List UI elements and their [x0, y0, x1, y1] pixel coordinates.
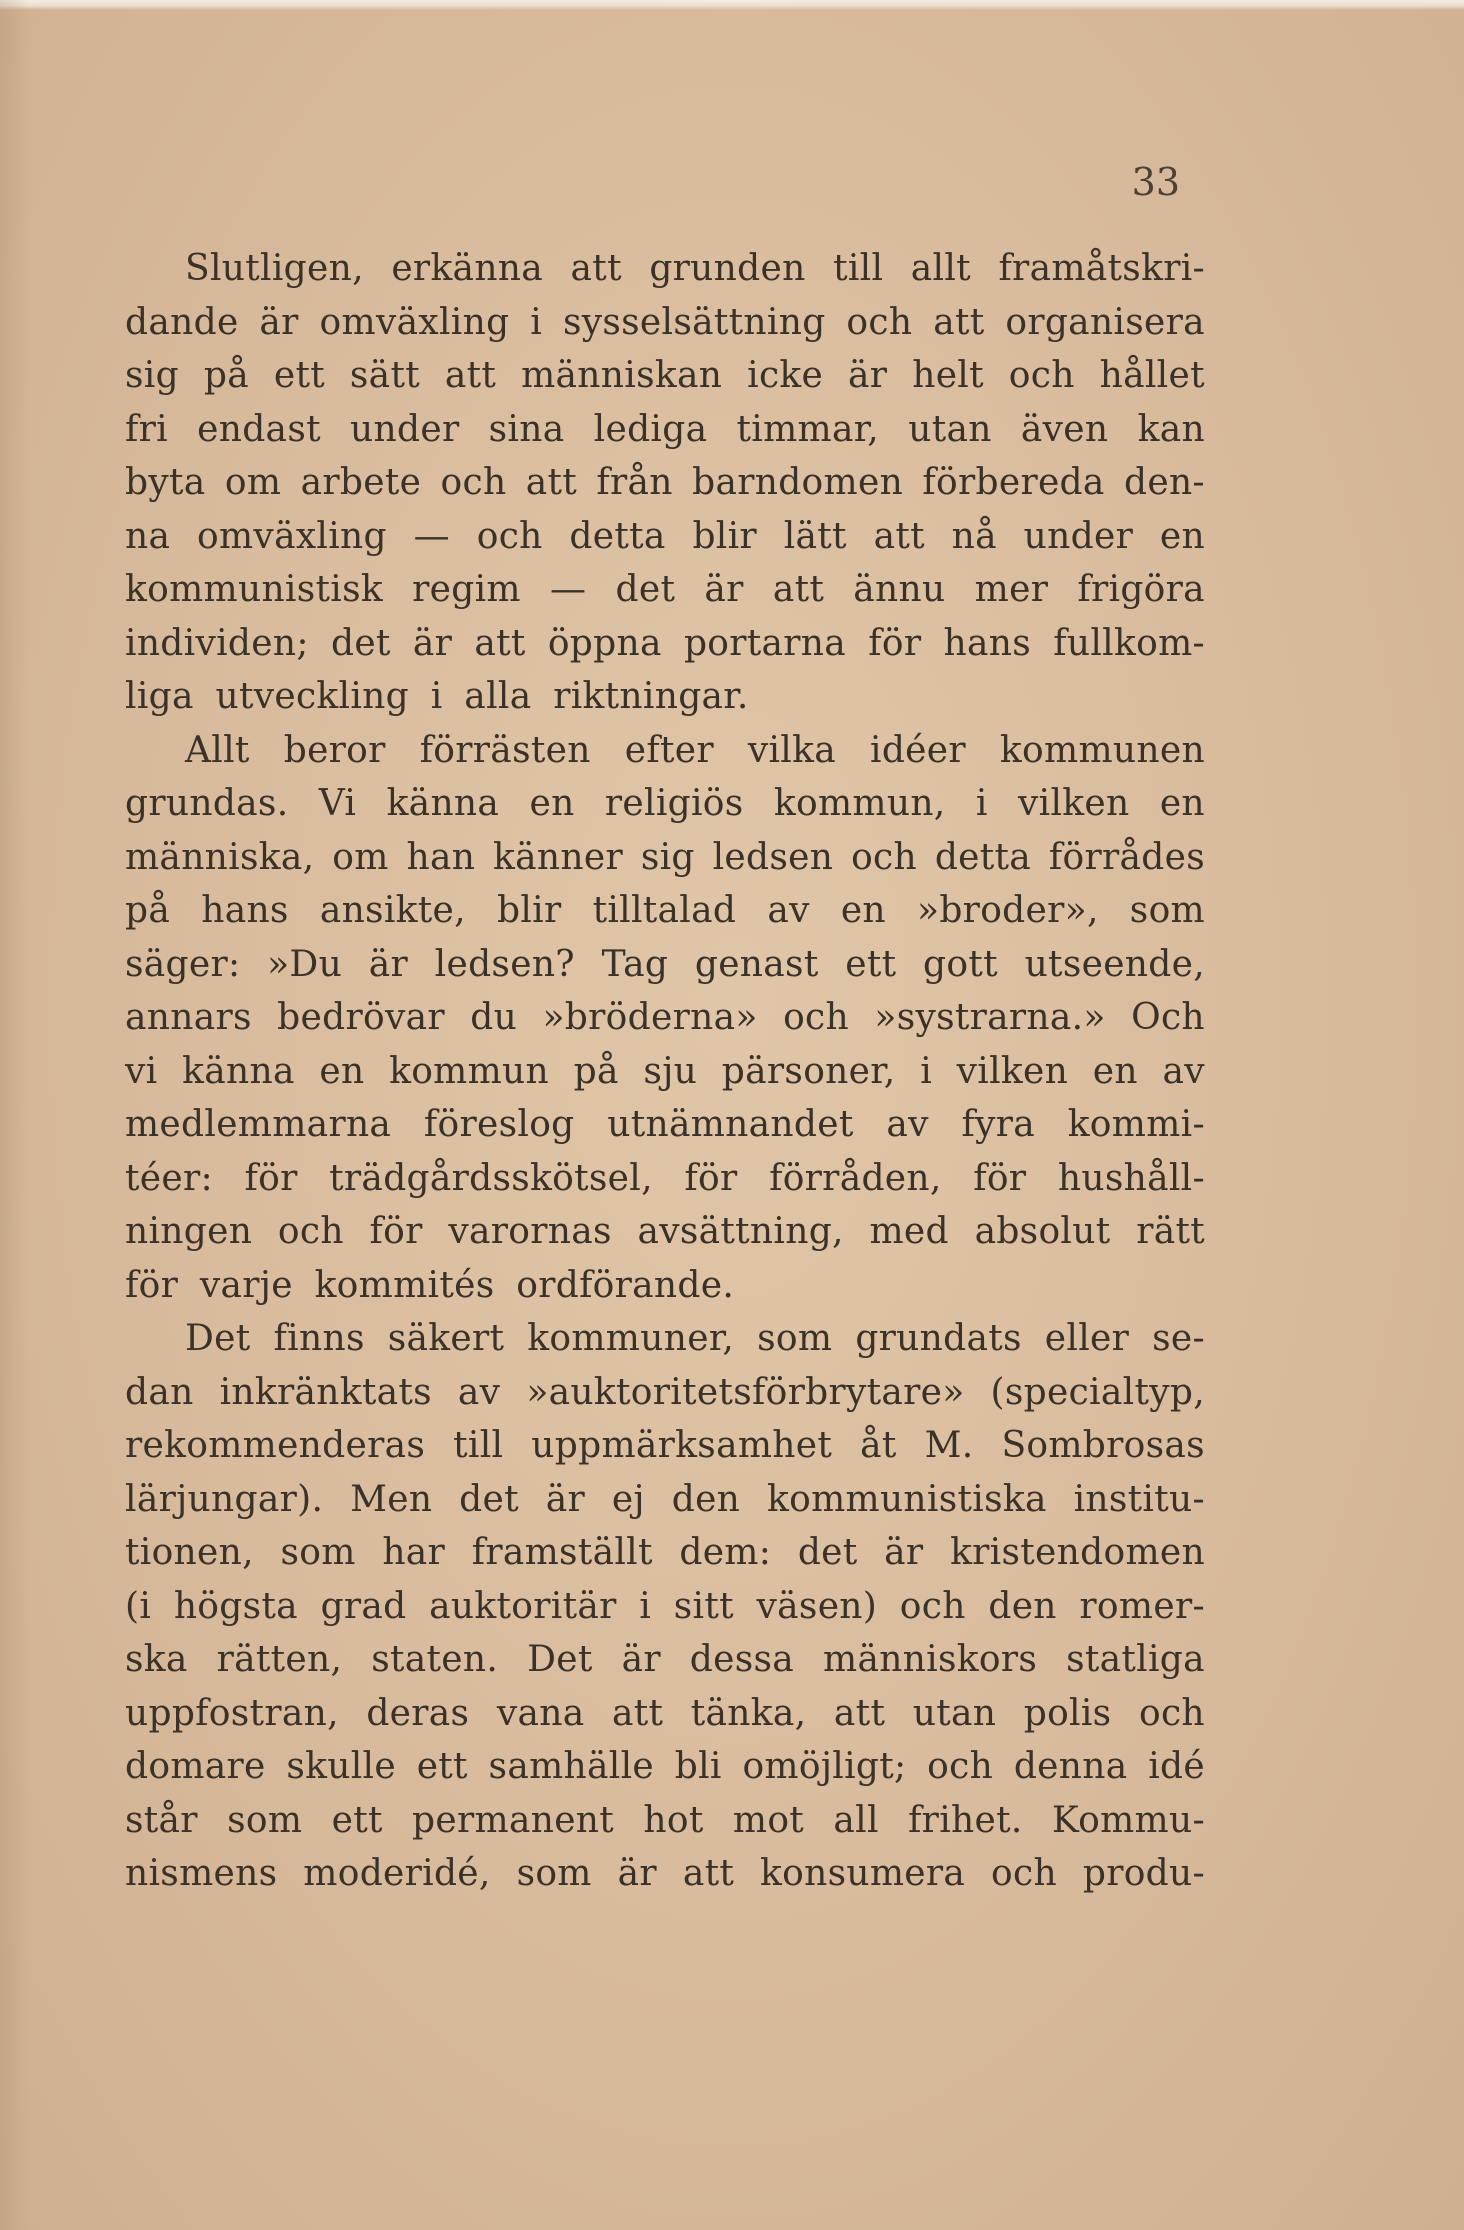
word: av [886, 1104, 929, 1145]
word: samhälle [488, 1746, 655, 1787]
word: är [368, 943, 409, 985]
word: att [833, 1692, 886, 1734]
word: »bröderna» [542, 997, 758, 1038]
word: kan [1137, 408, 1205, 450]
word: och [440, 462, 507, 503]
word: tionen, [125, 1532, 254, 1573]
word: kommunen [999, 729, 1205, 771]
word: föreslog [423, 1104, 575, 1145]
word: är [259, 301, 299, 343]
word: säger: [125, 943, 241, 985]
word: en [1092, 1050, 1138, 1092]
word: nå [951, 515, 997, 557]
word: domare [125, 1746, 266, 1787]
word: att [611, 1692, 664, 1734]
word: dande [125, 301, 239, 343]
word: och [846, 301, 913, 343]
word: Men [350, 1478, 433, 1520]
word: är [848, 355, 888, 396]
word: portarna [683, 622, 847, 664]
word: byta [125, 462, 206, 503]
word: helt [912, 355, 984, 396]
text-line [125, 1312, 1205, 1366]
word: och [991, 1853, 1057, 1894]
word: att [933, 301, 985, 343]
word: all [833, 1799, 879, 1841]
word: om [332, 836, 389, 878]
word: för [369, 1211, 423, 1252]
word: nismens [125, 1853, 278, 1894]
word: blir [496, 890, 562, 931]
word: icke [747, 355, 824, 396]
word: ledsen? [434, 943, 575, 985]
word: auktoritär [429, 1585, 617, 1627]
word: kommi- [1067, 1104, 1205, 1145]
word: na [125, 515, 171, 557]
word: är [545, 1478, 585, 1520]
word: och [1008, 355, 1075, 396]
word: sig [125, 355, 179, 396]
word: lärjungar). [125, 1478, 324, 1520]
word: och [277, 1211, 344, 1252]
word: kommun, [773, 783, 946, 824]
word: tänka, [690, 1692, 807, 1734]
word: individen; [125, 622, 309, 664]
text-line [125, 1473, 1205, 1527]
word: fullkom- [1053, 622, 1205, 664]
word: även [1020, 408, 1109, 450]
word: ett [331, 1799, 383, 1841]
text-line [125, 1098, 1205, 1152]
text-line [125, 510, 1205, 564]
word: »auktoritetsförbrytare» [526, 1371, 965, 1413]
word: är [412, 622, 453, 664]
word: av [1162, 1050, 1205, 1092]
word: utan [912, 1692, 997, 1734]
word: rekommenderas [125, 1425, 426, 1466]
word: förbereda [922, 462, 1105, 503]
word: är [884, 1532, 924, 1573]
word: en [319, 1050, 365, 1092]
text-line [125, 242, 1205, 296]
word: förråden, [769, 1157, 942, 1199]
word: permanent [412, 1799, 615, 1841]
word: förrästen [419, 729, 591, 771]
word: bli [674, 1746, 722, 1787]
word: att [525, 462, 578, 503]
word: hållet [1099, 355, 1205, 396]
text-line [125, 1526, 1205, 1580]
word: endast [197, 408, 321, 450]
word: en [1159, 515, 1205, 557]
word: — [413, 515, 450, 557]
text-line [125, 1419, 1205, 1473]
word: framåtskri- [998, 248, 1205, 289]
word: vilka [747, 729, 836, 771]
word: utan [908, 408, 992, 450]
word: sysselsättning [562, 301, 826, 343]
word: varornas [448, 1211, 612, 1252]
word: dessa [689, 1639, 795, 1680]
word: Vi [318, 783, 357, 824]
word: idé [1148, 1746, 1205, 1787]
word: grundats [855, 1318, 1022, 1359]
page-number: 33 [1131, 160, 1180, 204]
text-line [125, 1633, 1205, 1687]
page-top-edge [0, 0, 1464, 10]
word: lediga [593, 408, 708, 450]
word: att [682, 1853, 735, 1894]
word: grundas. [125, 783, 289, 824]
text-line [125, 1580, 1205, 1634]
text-line [125, 884, 1205, 938]
word: i [639, 1585, 652, 1627]
word: allt [910, 248, 971, 289]
word: fyra [961, 1104, 1035, 1145]
word: medlemmarna [125, 1104, 392, 1145]
text-line: liga utveckling i alla riktningar. [125, 676, 749, 717]
word: i [920, 1050, 933, 1092]
word: i [530, 301, 543, 343]
word: konsumera [760, 1853, 966, 1894]
word: vilken [1018, 783, 1130, 824]
word: gott [923, 943, 998, 985]
text-line [125, 1205, 1205, 1259]
word: M. [924, 1425, 974, 1466]
word: detta [569, 515, 666, 557]
word: barndomen [692, 462, 904, 503]
word: ett [273, 355, 325, 396]
word: rätten, [216, 1639, 343, 1680]
word: eller [1044, 1318, 1130, 1359]
word: grunden [649, 248, 806, 289]
word: det [797, 1532, 858, 1573]
word: kristendomen [950, 1532, 1205, 1573]
word: ansikte, [319, 890, 466, 931]
word: ett [416, 1746, 468, 1787]
word: hans [201, 890, 289, 931]
word: av [767, 890, 810, 931]
word: »Du [267, 943, 343, 985]
word: människa, [125, 836, 315, 878]
word: »broder», [917, 890, 1099, 931]
word: från [596, 462, 673, 503]
word: avsättning, [637, 1211, 844, 1252]
text-line [125, 724, 1205, 778]
word: absolut [974, 1211, 1111, 1252]
word: en [840, 890, 886, 931]
word: — [550, 569, 587, 610]
word: rätt [1136, 1211, 1205, 1252]
word: grad [320, 1585, 407, 1627]
word: åt [860, 1425, 897, 1466]
word: inkränktats [219, 1371, 432, 1413]
word: och [1138, 1692, 1205, 1734]
word: sina [488, 408, 565, 450]
word: sju [643, 1050, 698, 1092]
word: att [772, 569, 825, 610]
word: du [470, 997, 518, 1038]
word: moderidé, [303, 1853, 491, 1894]
word: utseende, [1024, 943, 1205, 985]
word: framställt [471, 1532, 653, 1573]
word: deras [366, 1692, 470, 1734]
word: uppmärksamhet [531, 1425, 833, 1466]
text-line: för varje kommités ordförande. [125, 1264, 735, 1306]
word: kommuner, [527, 1318, 735, 1359]
word: och [851, 836, 917, 878]
word: sitt [673, 1585, 734, 1627]
word: kommunistiska [766, 1478, 1047, 1520]
word: finns [273, 1318, 365, 1359]
word: kommun [389, 1050, 550, 1092]
word: en [529, 783, 575, 824]
word: mot [732, 1799, 805, 1841]
word: vilken [956, 1050, 1069, 1092]
word: denna [1013, 1746, 1128, 1787]
word: med [869, 1211, 949, 1252]
text-line [125, 1847, 1205, 1901]
word: ningen [125, 1211, 253, 1252]
word: dan [125, 1371, 194, 1413]
word: en [1159, 783, 1205, 824]
word: som [516, 1853, 592, 1894]
word: ska [125, 1639, 188, 1680]
page-gutter-shadow [0, 0, 30, 2230]
word: Slutligen, [185, 248, 364, 289]
word: Allt [185, 729, 250, 771]
word: på [573, 1050, 619, 1092]
word: omöjligt; [742, 1746, 907, 1787]
word: han [406, 836, 476, 878]
text-line [125, 617, 1205, 671]
word: sätt [349, 355, 420, 396]
word: det [330, 622, 391, 664]
word: bedrövar [277, 997, 445, 1038]
word: och [476, 515, 543, 557]
word: institu- [1073, 1478, 1205, 1520]
word: efter [624, 729, 714, 771]
text-line [125, 456, 1205, 510]
word: för [868, 622, 922, 664]
word: frihet. [908, 1799, 1023, 1841]
word: som [227, 1799, 303, 1841]
word: ej [611, 1478, 645, 1520]
word: till [453, 1425, 504, 1466]
word: den [671, 1478, 741, 1520]
text-line [125, 991, 1205, 1045]
word: under [350, 408, 460, 450]
word: omväxling [197, 515, 387, 557]
word: att [444, 355, 497, 396]
word: är [704, 569, 744, 610]
word: omväxling [319, 301, 510, 343]
word: det [615, 569, 676, 610]
word: beror [283, 729, 386, 771]
word: och [899, 1585, 966, 1627]
word: av [457, 1371, 501, 1413]
text-line [125, 349, 1205, 403]
word: hushåll- [1057, 1157, 1205, 1199]
word: lätt [783, 515, 847, 557]
word: Tag [601, 943, 669, 985]
word: dem: [679, 1532, 772, 1573]
word: för [244, 1157, 298, 1199]
word: Sombrosas [1001, 1425, 1205, 1466]
word: det [459, 1478, 519, 1520]
word: skulle [286, 1746, 396, 1787]
word: som [757, 1318, 833, 1359]
text-line [125, 1740, 1205, 1794]
text-line [125, 1045, 1205, 1099]
word: i [975, 783, 988, 824]
text-line [125, 1794, 1205, 1848]
word: att [570, 248, 622, 289]
word: uppfostran, [125, 1692, 339, 1734]
text-line [125, 1687, 1205, 1741]
word: är [617, 1853, 657, 1894]
word: känner [493, 836, 623, 878]
text-line [125, 403, 1205, 457]
word: statliga [1066, 1639, 1205, 1680]
word: sig [640, 836, 695, 878]
word: ännu [853, 569, 946, 610]
word: för [973, 1157, 1027, 1199]
text-line [125, 1152, 1205, 1206]
word: erkänna [391, 248, 544, 289]
word: Det [185, 1318, 251, 1359]
word: känna [182, 1050, 295, 1092]
word: se- [1152, 1318, 1205, 1359]
word: produ- [1082, 1853, 1205, 1894]
word: tilltalad [592, 890, 737, 931]
word: trädgårdsskötsel, [329, 1157, 653, 1199]
word: blir [692, 515, 757, 557]
word: och [927, 1746, 994, 1787]
word: människan [521, 355, 723, 396]
word: romer- [1079, 1585, 1205, 1627]
word: säkert [387, 1318, 505, 1359]
word: att [474, 622, 526, 664]
word: organisera [1005, 301, 1205, 343]
word: den [988, 1585, 1057, 1627]
word: hot [643, 1799, 704, 1841]
word: vi [125, 1050, 158, 1092]
text-line [125, 777, 1205, 831]
word: på [125, 890, 171, 931]
word: téer: [125, 1157, 213, 1199]
word: »systrarna.» [874, 997, 1106, 1038]
word: till [833, 248, 884, 289]
word: pärsoner, [721, 1050, 896, 1092]
word: detta [934, 836, 1032, 878]
word: kommunistisk [125, 569, 383, 610]
word: (specialtyp, [990, 1371, 1205, 1413]
word: Och [1131, 997, 1205, 1038]
word: (i [125, 1585, 152, 1627]
text-line [125, 938, 1205, 992]
word: som [1129, 890, 1205, 931]
word: som [280, 1532, 356, 1573]
word: arbete [300, 462, 422, 503]
word: hans [943, 622, 1032, 664]
word: utnämnandet [607, 1104, 854, 1145]
word: och [783, 997, 849, 1038]
word: polis [1023, 1692, 1112, 1734]
body-text [125, 242, 1205, 1901]
word: under [1023, 515, 1134, 557]
word: ledsen [712, 836, 834, 878]
word: väsen) [756, 1585, 878, 1627]
word: vana [496, 1692, 585, 1734]
text-line [125, 563, 1205, 617]
word: staten. [371, 1639, 499, 1680]
word: för [684, 1157, 738, 1199]
word: att [873, 515, 925, 557]
word: på [203, 355, 249, 396]
text-line [125, 1366, 1205, 1420]
word: ett [845, 943, 897, 985]
word: annars [125, 997, 252, 1038]
word: den- [1124, 462, 1205, 503]
word: mer [974, 569, 1049, 610]
word: är [621, 1639, 661, 1680]
word: känna [386, 783, 500, 824]
word: religiös [604, 783, 744, 824]
word: genast [694, 943, 819, 985]
word: förrådes [1048, 836, 1205, 878]
word: Kommu- [1051, 1799, 1205, 1841]
word: timmar, [736, 408, 880, 450]
word: regim [412, 569, 521, 610]
text-line [125, 296, 1205, 350]
word: fri [125, 408, 168, 450]
word: öppna [547, 622, 662, 664]
word: står [125, 1799, 198, 1841]
word: högsta [173, 1585, 298, 1627]
word: idéer [870, 729, 966, 771]
word: om [224, 462, 282, 503]
word: människors [823, 1639, 1038, 1680]
text-line [125, 831, 1205, 885]
word: har [382, 1532, 446, 1573]
word: frigöra [1077, 569, 1205, 610]
word: Det [527, 1639, 593, 1680]
